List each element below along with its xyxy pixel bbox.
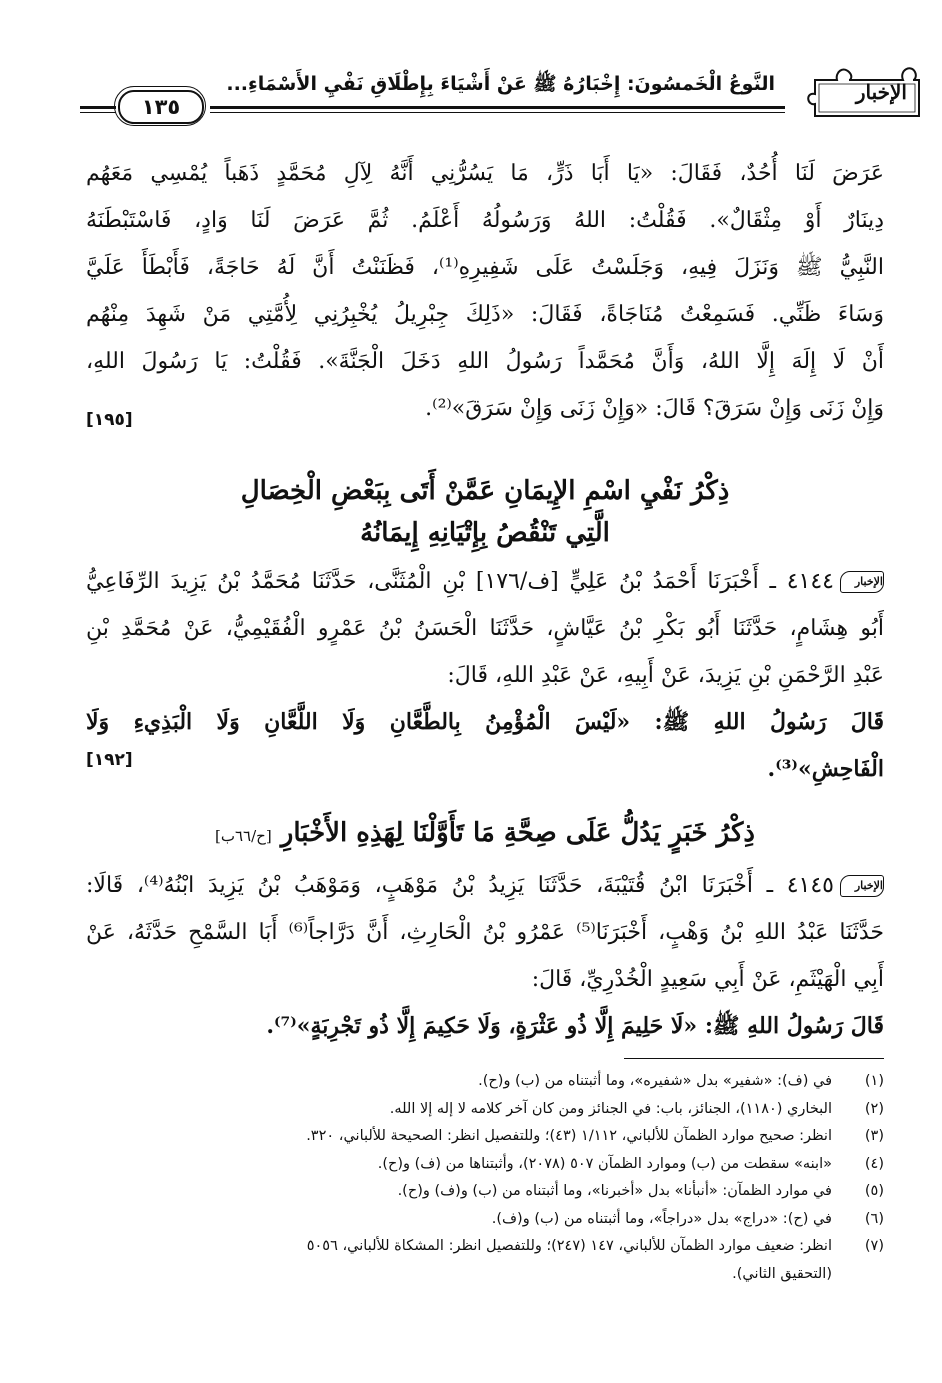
chapter-heading (86, 812, 884, 857)
footnote-text: في (ف): «شفير» بدل «شفيره»، وما أثبتناه من (ب) و(ح). (478, 1073, 832, 1089)
text-line: أَبُو هِشَامٍ، حَدَّثَنَا أَبُو بَكْرِ بْنُ عَيَّاشٍ، حَدَّثَنَا الْحَسَنُ بْنُ عَمْرٍو الْفُقَيْمِيُّ، عَنْ مُحَمَّدِ بْنِ (86, 616, 884, 641)
isnad-line: ٤١٤٥ ـ أَخْبَرَنَا ابْنُ قُتَيْبَةَ، حَدَّثَنَا يَزِيدُ بْنُ مَوْهَبٍ، وَمَوْهَبُ بْنُ يَزِيدَ ابْنُهُ⁽⁴⁾، قَالَا: (86, 873, 834, 898)
footnote-number: (٢) (864, 1100, 884, 1117)
footnote-text: البخاري (١١٨٠)، الجنائز، باب: في الجنائز ومن كان آخر كلامه لا إله إلا الله. (389, 1100, 832, 1117)
text-line: عَبْدِ الرَّحْمَنِ بْنِ يَزِيدَ، عَنْ أَبِيهِ، عَنْ عَبْدِ اللهِ، قَالَ: (447, 663, 884, 688)
footnote (60, 1068, 884, 1096)
matn-line: قَالَ رَسُولُ اللهِ ﷺ: «لَيْسَ الْمُؤْمِنُ بِالطَّعَّانِ وَلَا اللَّعَّانِ وَلَا الْبَذِيءِ وَلَا (86, 709, 884, 735)
hadith-4144 (86, 558, 884, 793)
chapter-heading (86, 470, 884, 554)
footnote (60, 1206, 884, 1234)
footnote-text: في موارد الظمآن: «أنبأنا» بدل «أخبرنا»، وما أثبتناه من (ب) و(ف) و(ح). (397, 1183, 832, 1199)
page-header (80, 68, 925, 128)
footnote (60, 1123, 884, 1151)
footnote (60, 1233, 884, 1261)
footnote (60, 1178, 884, 1206)
text-line: وَإِنْ زَنَى وَإِنْ سَرَقَ؟ قَالَ: «وَإِنْ زَنَى وَإِنْ سَرَقَ»⁽²⁾. (425, 396, 884, 421)
footnote-number: (٥) (864, 1183, 884, 1199)
ikhbar-badge-icon: الإخبار (840, 875, 884, 897)
footnote-text: انظر: ضعيف موارد الظمآن للألباني، ١٤٧ (٢٤٧)؛ وللتفصيل انظر: المشكاة للألباني، ٥٠٥٦ (306, 1238, 832, 1254)
footnote-continuation (60, 1261, 884, 1288)
footnote-text: (التحقيق الثاني). (732, 1265, 832, 1282)
footnotes (60, 1068, 884, 1288)
text-line (86, 862, 884, 909)
matn-line: قَالَ رَسُولُ اللهِ ﷺ: «لَا حَلِيمَ إِلَّا ذُو عَثْرَةٍ، وَلَا حَكِيمَ إِلَّا ذُو تَجْرِبَةٍ»⁽⁷⁾. (266, 1013, 884, 1039)
footnote-number: (٤) (864, 1155, 884, 1172)
footnote-number: (٦) (864, 1210, 884, 1227)
section-label: الإخبار (855, 80, 907, 104)
heading-line: ذِكْرُ خَبَرٍ يَدُلُّ عَلَى صِحَّةِ مَا تَأَوَّلْنَا لِهَذِهِ الأَخْبَارِ (280, 818, 755, 848)
text-line: وَسَاءَ ظَنِّي. فَسَمِعْتُ مُنَاجَاةً، فَقَالَ: «ذَلِكَ جِبْرِيلُ يُخْبِرُنِي لِأُمَّتِي مَنْ شَهِدَ مِنْهُم (86, 302, 884, 327)
footnote-number: (١) (864, 1073, 884, 1089)
heading-line: ذِكْرُ نَفْيِ اسْمِ الإِيمَانِ عَمَّنْ أَتَى بِبَعْضِ الْخِصَالِ (240, 476, 730, 506)
running-title: النَّوعُ الْخَمسُونَ: إِخْبَارُهُ ﷺ عَنْ أَشْيَاءَ بِإِطْلَاقِ نَفْيِ الأَسْمَاءِ... (226, 73, 775, 95)
manuscript-marker: [ح/٦٦ب] (215, 827, 272, 845)
matn-line: الْفَاحِشِ»⁽³⁾. (767, 756, 884, 782)
footnote-separator (624, 1058, 884, 1059)
heading-line: الَّتِي تَنْقُصُ بِإِتْيَانِهِ إِيمَانُهُ (360, 518, 610, 548)
header-rule (210, 112, 785, 113)
hadith-4145 (86, 862, 884, 1050)
header-rule (210, 106, 785, 109)
footnote-number: (٧) (864, 1238, 884, 1254)
header-rule (80, 106, 116, 109)
hadith-reference: [١٩٥] (86, 410, 133, 430)
text-line: النَّبِيُّ ﷺ وَنَزَلَ فِيهِ، وَجَلَسْتُ عَلَى شَفِيرِهِ⁽¹⁾، فَظَنَنْتُ أَنَّ لَهُ حَاجَةً، فَأَبْطَأَ عَلَيَّ (86, 255, 884, 280)
text-line: دِينَارٌ أَوْ مِثْقَالٌ». فَقُلْتُ: اللهُ وَرَسُولُهُ أَعْلَمُ. ثُمَّ عَرَضَ لَنَا وَادٍ، فَاسْتَبْطَنَهُ (86, 208, 884, 233)
footnote-text: في (ح): «دراج» بدل «دراجاً»، وما أثبتناه من (ب) و(ف). (491, 1210, 832, 1227)
footnote-number: (٣) (864, 1128, 884, 1144)
text-line (86, 558, 884, 605)
footnote (60, 1151, 884, 1179)
footnote-text: «ابنه» سقطت من (ب) وموارد الظمآن ٥٠٧ (٢٠٧٨)، وأثبتناها من (ف) و(ح). (377, 1155, 832, 1172)
footnote-text: انظر: صحيح موارد الظمآن للألباني، ١/١١٢ (٤٣)؛ وللتفصيل انظر: الصحيحة للألباني، ٣٢٠. (306, 1128, 832, 1144)
page-number: ١٣٥ (118, 90, 204, 124)
hadith-continuation (86, 150, 884, 432)
isnad-line: ٤١٤٤ ـ أَخْبَرَنَا أَحْمَدُ بْنُ عَلِيٍّ [ف/١٧٦] بْنِ الْمُثَنَّى، حَدَّثَنَا مُحَمَّدُ بْنُ يَزِيدَ الرِّفَاعِيُّ (86, 569, 834, 594)
text-line: أَنْ لَا إِلَهَ إِلَّا اللهُ، وَأَنَّ مُحَمَّداً رَسُولُ اللهِ دَخَلَ الْجَنَّةَ». فَقُلْتُ: يَا رَسُولَ اللهِ، (86, 349, 884, 374)
header-rule (80, 112, 116, 113)
text-line: عَرَضَ لَنَا أُحُدٌ، فَقَالَ: «يَا أَبَا ذَرٍّ، مَا يَسُرُّنِي أَنَّهُ لِآلِ مُحَمَّدٍ ذَهَباً يُمْسِي مَعَهُم (86, 161, 884, 186)
hadith-reference: [١٩٢] (86, 750, 133, 770)
footnote (60, 1096, 884, 1124)
text-line: حَدَّثَنَا عَبْدُ اللهِ بْنُ وَهْبٍ، أَخْبَرَنَا⁽⁵⁾ عَمْرُو بْنُ الْحَارِثِ، أَنَّ دَرَّاجاً⁽⁶⁾ أَبَا السَّمْحِ حَدَّثَهُ، عَنْ (86, 920, 884, 945)
ikhbar-badge-icon: الإخبار (840, 571, 884, 593)
text-line: أَبِي الْهَيْثَمِ، عَنْ أَبِي سَعِيدٍ الْخُدْرِيِّ، قَالَ: (531, 967, 884, 992)
